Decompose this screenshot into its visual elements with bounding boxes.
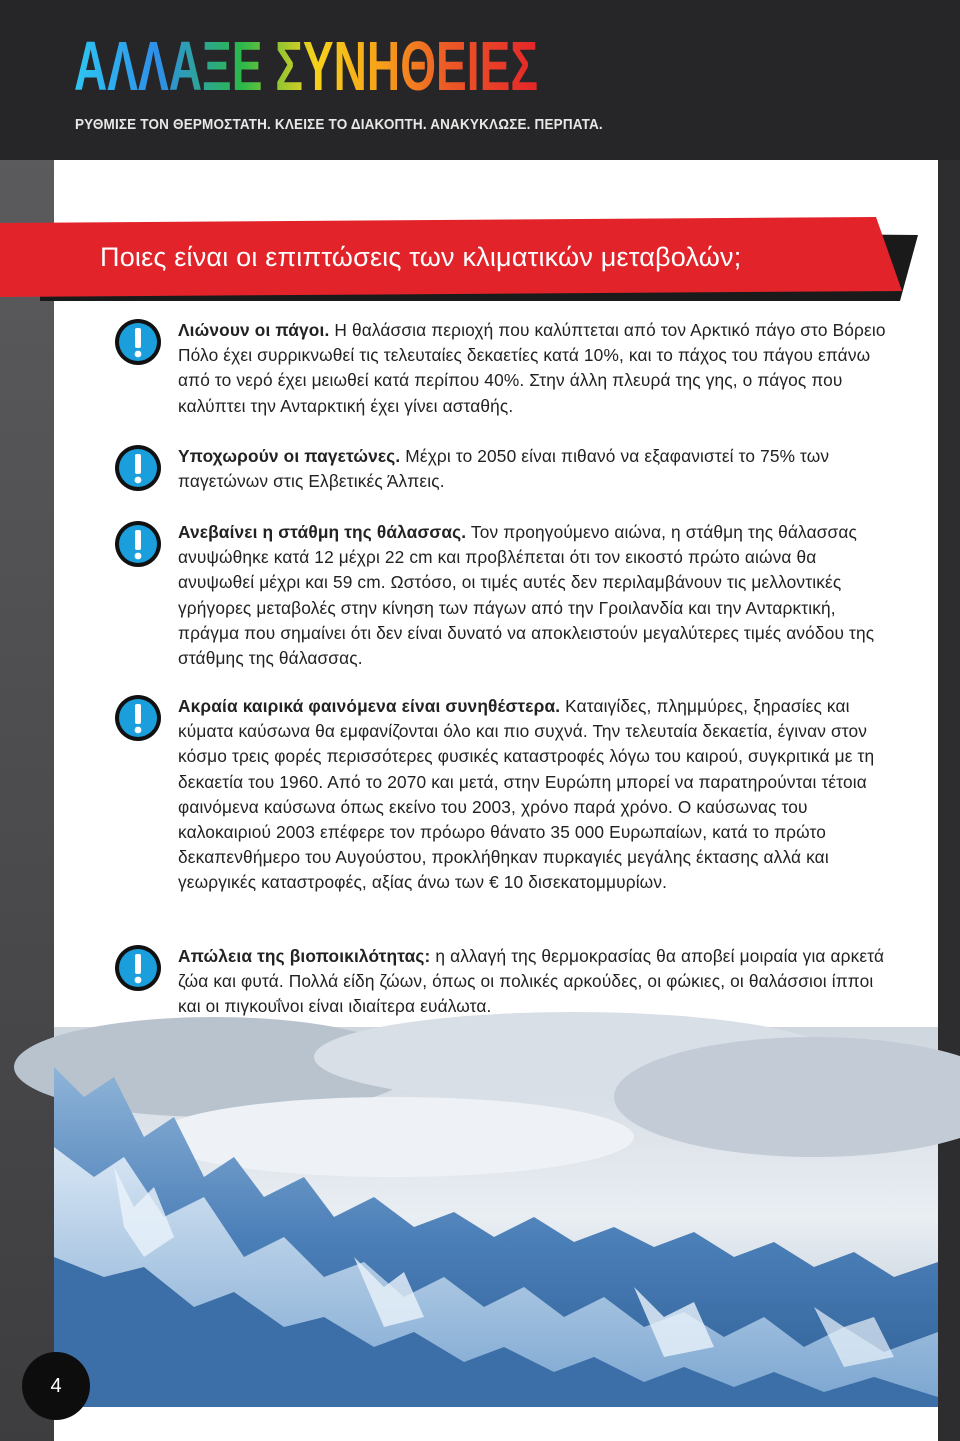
list-item-text <box>178 520 894 671</box>
list-item-text <box>178 444 894 494</box>
page-number: 4 <box>22 1352 90 1420</box>
right-margin-strip <box>938 160 960 1441</box>
exclamation-icon <box>114 694 162 742</box>
list-item-text <box>178 318 894 419</box>
section-title: Ποιες είναι οι επιπτώσεις των κλιματικών μεταβολών; <box>100 242 742 272</box>
logo-title-text: ΑΛΛΑΞΕ ΣΥΝΗΘΕΙΕΣ <box>74 27 538 105</box>
glacier-photo <box>54 1027 938 1407</box>
exclamation-icon <box>114 318 162 366</box>
list-item-body: η αλλαγή της θερμοκρασίας θα αποβεί μοιραία για αρκετά ζώα και φυτά. Πολλά είδη ζώων, όπως οι πολικές αρκούδες, οι φώκιες, οι θαλάσσιοι ίπποι και οι πιγκουΐνοι είναι ιδιαίτερα ευάλωτα. <box>178 946 885 1017</box>
logo-subtitle: ΡΥΘΜΙΣΕ ΤΟΝ ΘΕΡΜΟΣΤΑΤΗ. ΚΛΕΙΣΕ ΤΟ ΔΙΑΚΟΠΤΗ. ΑΝΑΚΥΚΛΩΣΕ. ΠΕΡΠΑΤΑ. <box>75 116 603 133</box>
exclamation-icon <box>114 944 162 992</box>
list-item-heading: Απώλεια της βιοποικιλότητας: <box>178 946 431 966</box>
list-item-body: Τον προηγούμενο αιώνα, η στάθμη της θάλασσας ανυψώθηκε κατά 12 μέχρι 22 cm και προβλέπεται ότι τον εικοστό πρώτο αιώνα θα ανυψωθεί μέχρι και 59 cm. Ωστόσο, οι τιμές αυτές δεν περιλαμβάνουν τις μελλοντικές γρήγορες μεταβολές στην κίνηση των πάγων από την Γροιλανδία και την Ανταρκτική, πράγμα που σημαίνει ότι δεν είναι δυνατό να αποκλειστούν μεγαλύτερες τιμές ανόδου της στάθμης της θάλασσας. <box>178 522 875 669</box>
list-item-body: Η θαλάσσια περιοχή που καλύπτεται από τον Αρκτικό πάγο στο Βόρειο Πόλο έχει συρρικνωθεί τις τελευταίες δεκαετίες κατά 10%, και το πάχος του πάγου επάνω από το νερό έχει μειωθεί κατά περίπου 40%. Στην άλλη πλευρά της γης, ο πάγος που καλύπτει την Ανταρκτική έχει γίνει ασταθής. <box>178 320 886 416</box>
logo-title <box>72 26 542 106</box>
list-item-heading: Υποχωρούν οι παγετώνες. <box>178 446 401 466</box>
list-item-body: Καταιγίδες, πλημμύρες, ξηρασίες και κύματα καύσωνα θα εμφανίζονται όλο και πιο συχνά. Την τελευταία δεκαετία, έγιναν στον κόσμο τρεις φορές περισσότερες φυσικές καταστροφές λόγω του καιρού, συγκριτικά με τη δεκαετία του 1960. Από το 2070 και μετά, στην Ευρώπη μπορεί να παρατηρούνται τέτοια φαινόμενα καύσωνα όπως εκείνο του 2003, χρόνο παρά χρόνο. Ο καύσωνας του καλοκαιριού 2003 επέφερε τον πρόωρο θάνατο 35 000 Ευρωπαίων, κατά το πρώτο δεκαπενθήμερο του Αυγούστου, προκλήθηκαν πυρκαγιές μεγάλης έκτασης αλλά και γεωργικές καταστροφές, αξίας άνω των € 10 δισεκατομμυρίων. <box>178 696 875 893</box>
list-item-text <box>178 944 894 1020</box>
list-item-body: Μέχρι το 2050 είναι πιθανό να εξαφανιστεί το 75% των παγετώνων στις Ελβετικές Άλπεις. <box>178 446 830 492</box>
left-margin-strip <box>0 160 54 1441</box>
list-item-heading: Ανεβαίνει η στάθμη της θάλασσας. <box>178 522 467 542</box>
exclamation-icon <box>114 444 162 492</box>
exclamation-icon <box>114 520 162 568</box>
list-item-heading: Λιώνουν οι πάγοι. <box>178 320 330 340</box>
list-item-heading: Ακραία καιρικά φαινόμενα είναι συνηθέστερα. <box>178 696 561 716</box>
list-item-text <box>178 694 894 896</box>
